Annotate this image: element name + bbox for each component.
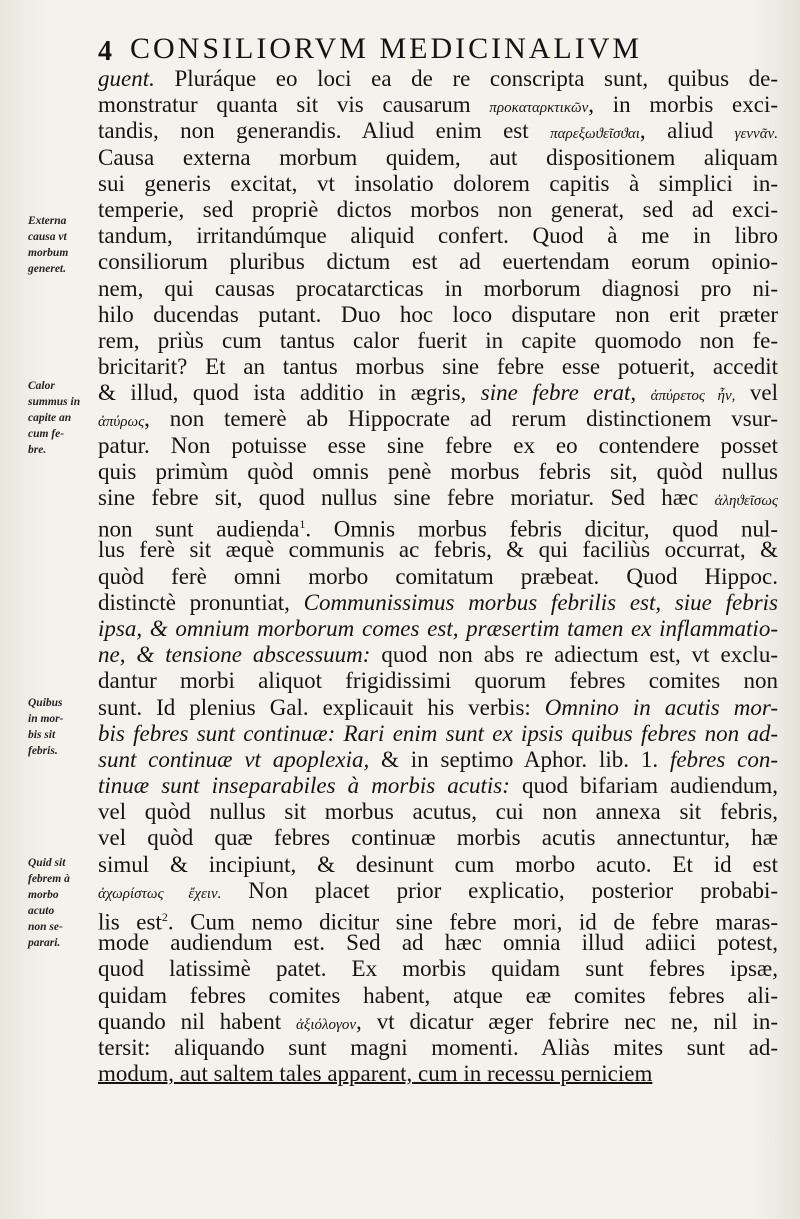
text-segment: , aliud bbox=[639, 118, 735, 144]
text-line bbox=[98, 380, 778, 406]
text-line bbox=[98, 433, 778, 459]
text-segment: ἀχωρίστως ἔχειν. bbox=[98, 885, 222, 902]
text-line bbox=[98, 773, 778, 799]
text-segment: quando nil habent bbox=[98, 1008, 297, 1034]
text-segment: bis febres sunt continuæ: Rari enim sunt ex ipsis quibus febres non ad- bbox=[98, 720, 778, 746]
text-segment: , non temerè ab Hippocrate ad rerum distinctionem vsur- bbox=[144, 406, 778, 432]
text-segment: vel quòd quæ febres continuæ morbis acutis annectuntur, hæ bbox=[98, 825, 778, 851]
text-segment: guent. bbox=[98, 66, 155, 91]
text-segment: mode audiendum est. Sed ad hæc omnia illud adiici potest, bbox=[98, 930, 778, 956]
text-segment: παρεξωϑεῖσϑαι bbox=[550, 126, 640, 143]
text-segment: ἀπύρετος ἦν, bbox=[650, 388, 736, 405]
text-line bbox=[98, 695, 778, 721]
text-line bbox=[98, 276, 778, 302]
page-number: 4 bbox=[98, 36, 112, 67]
text-line bbox=[98, 171, 778, 197]
text-line bbox=[98, 459, 778, 485]
text-segment: Non placet prior explicatio, posterior probabi- bbox=[221, 877, 778, 903]
text-line bbox=[98, 66, 778, 92]
text-line bbox=[98, 537, 778, 563]
text-line bbox=[98, 904, 779, 935]
text-line bbox=[98, 1009, 778, 1035]
text-segment: patur. Non potuisse esse sine febre ex eo contendere posset bbox=[98, 432, 778, 458]
text-segment: γεννᾶν. bbox=[734, 126, 778, 143]
text-segment: lus ferè sit æquè communis ac febris, & qui faciliùs occurrat, & bbox=[98, 537, 778, 563]
text-segment: ἀληϑεῖσως bbox=[714, 493, 778, 509]
body-text bbox=[98, 66, 778, 1087]
text-segment: sine febre erat, bbox=[480, 380, 637, 406]
text-segment: . Cum nemo dicitur sine febre mori, id de febre maras- bbox=[167, 909, 779, 935]
text-segment: quod bifariam audiendum, bbox=[509, 773, 779, 799]
text-segment bbox=[636, 380, 651, 405]
text-line bbox=[98, 799, 778, 825]
text-segment: lis est bbox=[98, 909, 162, 935]
text-segment: , vt dicatur æger febrire nec ne, nil in- bbox=[356, 1008, 778, 1034]
text-segment: modum, aut saltem tales apparent, cum in recessu perniciem bbox=[98, 1061, 653, 1087]
text-line bbox=[98, 511, 779, 542]
text-segment: vel bbox=[735, 380, 778, 406]
text-segment: & in septimo Aphor. lib. 1. bbox=[369, 746, 670, 772]
text-segment: προκαταρκτικῶν bbox=[489, 100, 589, 117]
text-line bbox=[98, 616, 778, 642]
text-segment: monstratur quanta sit vis causarum bbox=[98, 92, 490, 118]
text-line bbox=[98, 721, 778, 747]
text-line bbox=[98, 825, 778, 851]
text-line bbox=[98, 930, 778, 956]
text-line bbox=[98, 590, 778, 616]
text-segment: vel quòd nullus sit morbus acutus, cui non annexa sit febris, bbox=[98, 799, 778, 825]
text-segment: ἀπύρως bbox=[98, 414, 145, 431]
text-segment: . Omnis morbus febris dicitur, quod nul- bbox=[305, 516, 779, 542]
footnote-marker: 1 bbox=[299, 517, 306, 532]
text-segment: ipsa, & omnium morborum comes est, præsertim tamen ex inflammatio- bbox=[98, 615, 778, 641]
text-segment: rem, priùs cum tantus calor fuerit in capite quomodo non fe- bbox=[98, 327, 778, 353]
marginal-note: Quibus in mor- bis sit febris. bbox=[28, 697, 64, 757]
text-segment: febres con- bbox=[669, 746, 778, 772]
marginal-note: Quid sit febrem à morbo acuto non se- parari. bbox=[28, 857, 70, 949]
text-segment: distinctè pronuntiat, bbox=[98, 589, 304, 615]
text-line bbox=[98, 118, 778, 144]
text-segment: hilo ducendas putant. Duo hoc loco disputare non erit præter bbox=[98, 301, 778, 327]
text-segment: ne, & tensione abscessuum: bbox=[98, 642, 371, 668]
text-segment: Communissimus morbus febrilis est, siue febris bbox=[303, 589, 778, 615]
text-segment: Pluráque eo loci ea de re conscripta sunt, quibus de- bbox=[154, 66, 778, 91]
text-line bbox=[98, 302, 778, 328]
text-segment: quis primùm quòd omnis penè morbus febris sit, quòd nullus bbox=[98, 458, 778, 484]
text-segment: tersit: aliquando sunt magni momenti. Aliàs mites sunt ad- bbox=[98, 1034, 778, 1060]
text-segment: ἀξιόλογον bbox=[296, 1016, 357, 1033]
text-segment: sunt continuæ vt apoplexia, bbox=[98, 746, 370, 772]
marginal-note: Calor summus in capite an cum fe- bre. bbox=[28, 380, 81, 456]
text-line bbox=[98, 145, 778, 171]
text-line bbox=[98, 406, 778, 432]
text-line bbox=[98, 354, 778, 380]
text-segment: quod non abs re adiectum est, vt exclu- bbox=[370, 642, 778, 668]
text-line bbox=[98, 564, 778, 590]
text-line bbox=[98, 668, 778, 694]
text-segment: , in morbis exci- bbox=[588, 92, 778, 118]
page-header bbox=[98, 28, 788, 68]
text-segment: sui generis excitat, vt insolatio dolorem capitis à simplici in- bbox=[98, 170, 778, 196]
text-segment: quod latissimè patet. Ex morbis quidam sunt febres ipsæ, bbox=[98, 956, 778, 982]
text-line bbox=[98, 485, 778, 511]
text-line bbox=[98, 956, 778, 982]
text-segment: sunt. Id plenius Gal. explicauit his verbis: bbox=[98, 694, 545, 720]
text-segment: bricitarit? Et an tantus morbus sine febre esse potuerit, accedit bbox=[98, 354, 778, 380]
text-segment: non sunt audienda bbox=[98, 516, 300, 542]
text-segment: sine febre sit, quod nullus sine febre moriatur. Sed hæc bbox=[98, 485, 715, 510]
text-line bbox=[98, 1061, 778, 1087]
text-segment: Causa externa morbum quidem, aut dispositionem aliquam bbox=[98, 144, 778, 170]
text-segment: temperie, sed propriè dictos morbos non generat, sed ad exci- bbox=[98, 196, 778, 222]
text-segment: & illud, quod ista additio in ægris, bbox=[98, 380, 481, 406]
text-line bbox=[98, 983, 778, 1009]
text-segment: tandum, irritandúmque aliquid confert. Quod à me in libro bbox=[98, 223, 778, 249]
text-line bbox=[98, 747, 778, 773]
running-title: CONSILIORVM MEDICINALIVM bbox=[130, 32, 643, 65]
text-line bbox=[98, 878, 778, 904]
text-segment: tinuæ sunt inseparabiles à morbis acutis: bbox=[98, 773, 510, 799]
text-line bbox=[98, 92, 778, 118]
text-line bbox=[98, 223, 778, 249]
text-segment: consiliorum pluribus dictum est ad euertendam eorum opinio- bbox=[98, 249, 778, 275]
text-segment: quòd ferè omni morbo comitatum præbeat. Quod Hippoc. bbox=[98, 563, 778, 589]
text-segment: nem, qui causas procatarcticas in morborum diagnosi pro ni- bbox=[98, 275, 778, 301]
text-segment: quidam febres comites habent, atque eæ comites febres ali- bbox=[98, 982, 778, 1008]
text-segment: dantur morbi aliquot frigidissimi quorum febres comites non bbox=[98, 668, 778, 694]
text-line bbox=[98, 1035, 778, 1061]
text-segment: Omnino in acutis mor- bbox=[544, 694, 779, 720]
footnote-marker: 2 bbox=[161, 910, 168, 924]
text-segment: simul & incipiunt, & desinunt cum morbo acuto. Et id est bbox=[98, 851, 778, 877]
text-line bbox=[98, 328, 778, 354]
marginal-note: Externa causa vt morbum generet. bbox=[28, 215, 69, 275]
text-line bbox=[98, 249, 778, 275]
text-segment: tandis, non generandis. Aliud enim est bbox=[98, 118, 551, 144]
text-line bbox=[98, 197, 778, 223]
text-line bbox=[98, 642, 778, 668]
text-line bbox=[98, 852, 778, 878]
